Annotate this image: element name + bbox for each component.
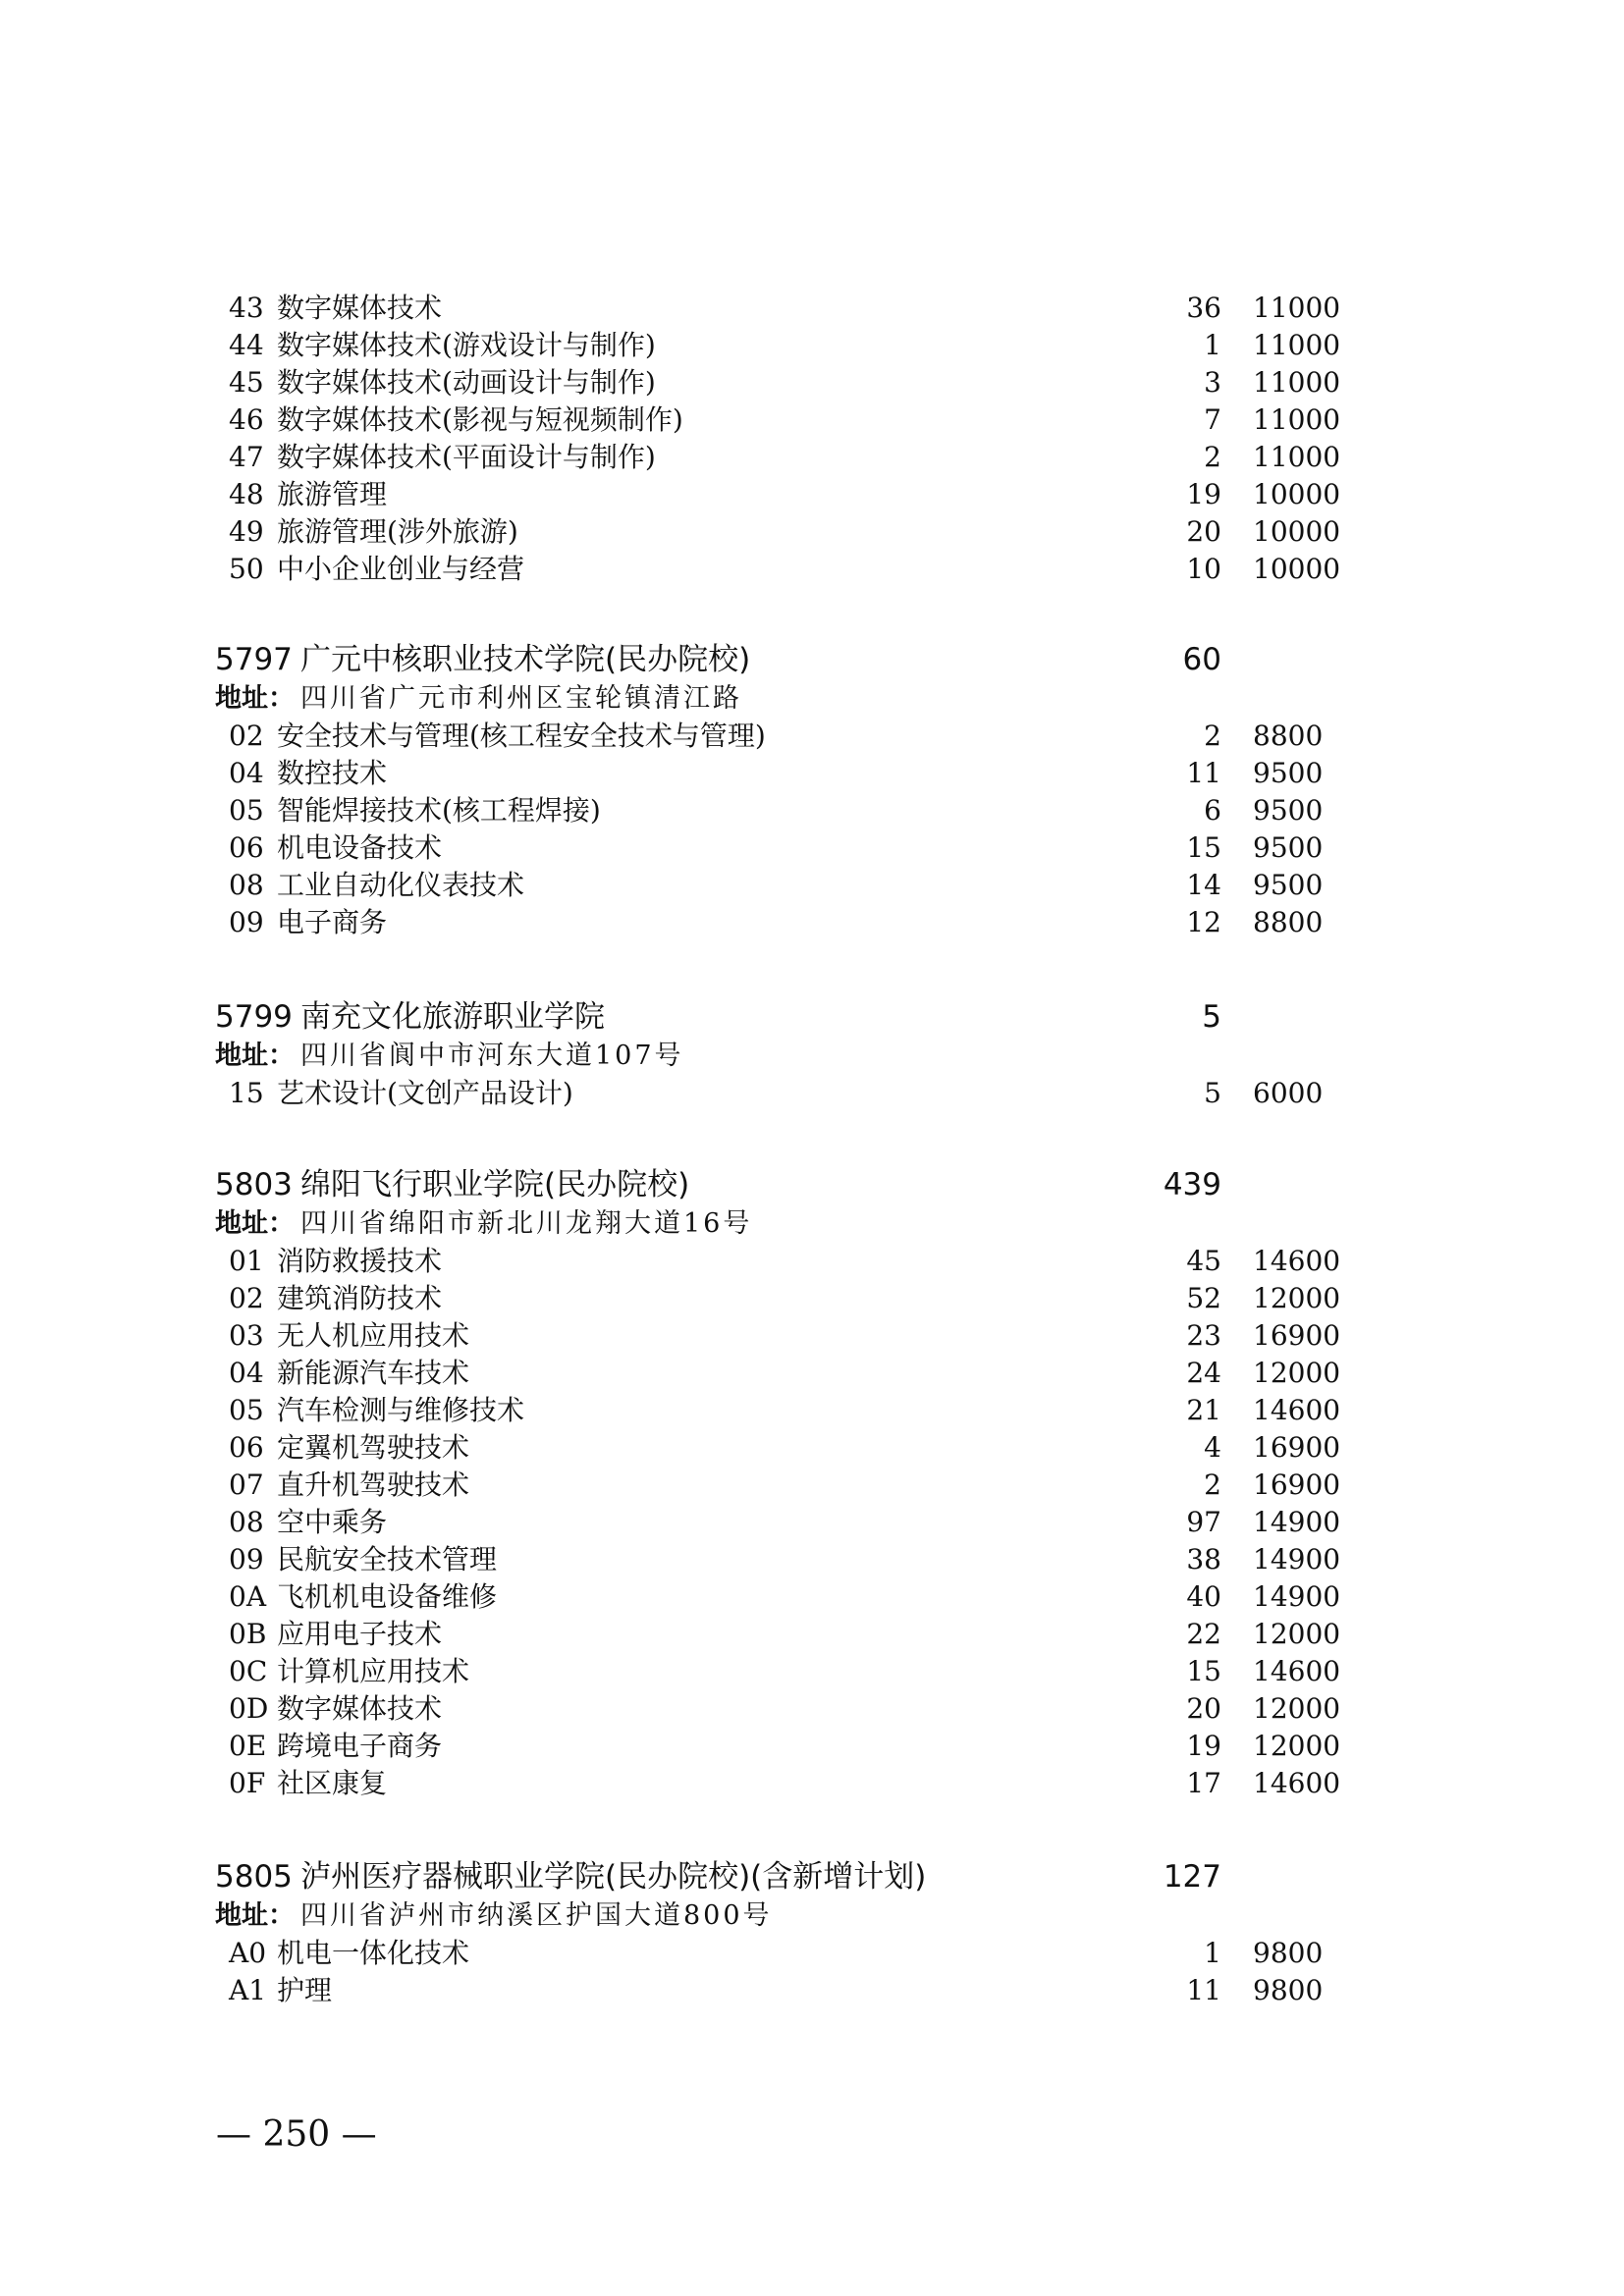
major-row	[0, 792, 1624, 829]
major-row	[0, 551, 1624, 588]
major-name: 电子商务	[277, 906, 388, 938]
major-quota: 38	[1186, 1543, 1221, 1575]
major-row	[0, 364, 1624, 401]
major-code: 07	[229, 1468, 264, 1501]
major-name: 数字媒体技术(平面设计与制作)	[277, 441, 656, 473]
major-code: A0	[229, 1937, 267, 1969]
school-name: 绵阳飞行职业学院(民办院校)	[300, 1167, 690, 1202]
major-fee: 11000	[1253, 329, 1341, 361]
major-code: 15	[229, 1077, 264, 1109]
major-row	[0, 1690, 1624, 1728]
major-code: A1	[229, 1974, 267, 2006]
major-row	[0, 829, 1624, 867]
address-label: 地址：	[215, 1041, 295, 1071]
major-name: 直升机驾驶技术	[277, 1468, 470, 1501]
major-quota: 20	[1186, 1692, 1221, 1725]
address-text: 四川省阆中市河东大道107号	[300, 1041, 684, 1071]
major-fee: 10000	[1253, 478, 1341, 510]
address-label: 地址：	[215, 1900, 295, 1931]
major-fee: 9800	[1253, 1937, 1324, 1969]
major-quota: 1	[1204, 329, 1221, 361]
major-code: 48	[229, 478, 264, 510]
major-row	[0, 1280, 1624, 1317]
major-fee: 6000	[1253, 1077, 1324, 1109]
major-row	[0, 1616, 1624, 1653]
address-text: 四川省绵阳市新北川龙翔大道16号	[300, 1208, 753, 1239]
major-quota: 5	[1204, 1077, 1221, 1109]
major-name: 汽车检测与维修技术	[277, 1394, 525, 1426]
major-name: 计算机应用技术	[277, 1655, 470, 1687]
major-fee: 11000	[1253, 366, 1341, 399]
major-code: 02	[229, 1282, 264, 1314]
major-row	[0, 1075, 1624, 1112]
major-quota: 2	[1204, 441, 1221, 473]
major-row	[0, 1504, 1624, 1541]
major-quota: 3	[1204, 366, 1221, 399]
major-row	[0, 1935, 1624, 1972]
major-quota: 6	[1204, 794, 1221, 827]
continued-major-list	[0, 290, 1624, 588]
major-quota: 21	[1186, 1394, 1221, 1426]
major-name: 机电一体化技术	[277, 1937, 470, 1969]
major-quota: 22	[1186, 1618, 1221, 1650]
major-code: 04	[229, 1357, 264, 1389]
major-fee: 11000	[1253, 403, 1341, 436]
major-name: 数字媒体技术	[277, 292, 443, 324]
major-row	[0, 290, 1624, 327]
major-fee: 14600	[1253, 1394, 1341, 1426]
school-code: 5805	[215, 1859, 293, 1895]
major-code: 50	[229, 553, 264, 585]
major-row	[0, 513, 1624, 551]
major-code: 05	[229, 1394, 264, 1426]
major-row	[0, 1243, 1624, 1280]
major-name: 建筑消防技术	[277, 1282, 443, 1314]
school-total-quota: 127	[1163, 1859, 1221, 1895]
major-code: 09	[229, 1543, 264, 1575]
major-row	[0, 1467, 1624, 1504]
major-name: 机电设备技术	[277, 831, 443, 864]
major-quota: 52	[1186, 1282, 1221, 1314]
major-name: 数字媒体技术	[277, 1692, 443, 1725]
major-code: 01	[229, 1245, 264, 1277]
major-row	[0, 1972, 1624, 2009]
major-quota: 7	[1204, 403, 1221, 436]
major-quota: 10	[1186, 553, 1221, 585]
major-quota: 19	[1186, 478, 1221, 510]
major-quota: 15	[1186, 831, 1221, 864]
major-name: 艺术设计(文创产品设计)	[277, 1077, 573, 1109]
major-name: 跨境电子商务	[277, 1730, 443, 1762]
school-block	[0, 996, 1624, 1112]
major-quota: 36	[1186, 292, 1221, 324]
school-block	[0, 1164, 1624, 1802]
address-label: 地址：	[215, 1208, 295, 1239]
major-fee: 11000	[1253, 441, 1341, 473]
major-fee: 12000	[1253, 1357, 1341, 1389]
major-quota: 11	[1186, 757, 1221, 789]
major-code: 06	[229, 831, 264, 864]
major-row	[0, 867, 1624, 904]
school-address	[0, 680, 1624, 718]
school-address	[0, 1897, 1624, 1935]
major-name: 应用电子技术	[277, 1618, 443, 1650]
major-name: 飞机机电设备维修	[277, 1580, 498, 1613]
major-quota: 17	[1186, 1767, 1221, 1799]
major-row	[0, 1392, 1624, 1429]
major-name: 空中乘务	[277, 1506, 388, 1538]
major-name: 定翼机驾驶技术	[277, 1431, 470, 1464]
major-code: 0E	[229, 1730, 267, 1762]
school-total-quota: 5	[1202, 999, 1221, 1035]
address-text: 四川省广元市利州区宝轮镇清江路	[300, 683, 742, 714]
major-code: 06	[229, 1431, 264, 1464]
school-total-quota: 60	[1182, 642, 1221, 677]
major-fee: 14900	[1253, 1580, 1341, 1613]
major-name: 数字媒体技术(游戏设计与制作)	[277, 329, 656, 361]
school-code: 5799	[215, 999, 293, 1035]
major-fee: 9500	[1253, 757, 1324, 789]
major-quota: 2	[1204, 720, 1221, 752]
major-fee: 11000	[1253, 292, 1341, 324]
major-name: 民航安全技术管理	[277, 1543, 498, 1575]
major-code: 0D	[229, 1692, 269, 1725]
major-name: 工业自动化仪表技术	[277, 869, 525, 901]
school-block	[0, 639, 1624, 941]
major-row	[0, 1765, 1624, 1802]
major-code: 46	[229, 403, 264, 436]
school-name: 广元中核职业技术学院(民办院校)	[300, 642, 751, 677]
major-quota: 2	[1204, 1468, 1221, 1501]
major-code: 0B	[229, 1618, 267, 1650]
major-fee: 12000	[1253, 1618, 1341, 1650]
school-name: 南充文化旅游职业学院	[300, 999, 605, 1035]
major-fee: 12000	[1253, 1282, 1341, 1314]
major-quota: 4	[1204, 1431, 1221, 1464]
school-header	[0, 1856, 1624, 1897]
major-fee: 16900	[1253, 1468, 1341, 1501]
major-row	[0, 1429, 1624, 1467]
major-code: 0A	[229, 1580, 267, 1613]
major-code: 04	[229, 757, 264, 789]
major-name: 安全技术与管理(核工程安全技术与管理)	[277, 720, 766, 752]
major-code: 08	[229, 869, 264, 901]
major-row	[0, 476, 1624, 513]
major-quota: 24	[1186, 1357, 1221, 1389]
major-quota: 1	[1204, 1937, 1221, 1969]
major-quota: 15	[1186, 1655, 1221, 1687]
major-fee: 9500	[1253, 869, 1324, 901]
major-quota: 20	[1186, 515, 1221, 548]
major-row	[0, 1728, 1624, 1765]
major-fee: 8800	[1253, 906, 1324, 938]
major-code: 0C	[229, 1655, 268, 1687]
major-fee: 14600	[1253, 1245, 1341, 1277]
major-row	[0, 1578, 1624, 1616]
major-name: 无人机应用技术	[277, 1319, 470, 1352]
major-name: 消防救援技术	[277, 1245, 443, 1277]
major-fee: 10000	[1253, 553, 1341, 585]
major-code: 45	[229, 366, 264, 399]
major-fee: 12000	[1253, 1692, 1341, 1725]
major-quota: 19	[1186, 1730, 1221, 1762]
major-row	[0, 755, 1624, 792]
major-code: 43	[229, 292, 264, 324]
major-quota: 14	[1186, 869, 1221, 901]
major-fee: 16900	[1253, 1319, 1341, 1352]
major-name: 旅游管理(涉外旅游)	[277, 515, 518, 548]
school-code: 5803	[215, 1167, 293, 1202]
major-row	[0, 1317, 1624, 1355]
major-name: 数字媒体技术(动画设计与制作)	[277, 366, 656, 399]
school-header	[0, 996, 1624, 1038]
major-code: 49	[229, 515, 264, 548]
major-fee: 9500	[1253, 794, 1324, 827]
major-quota: 23	[1186, 1319, 1221, 1352]
school-address	[0, 1038, 1624, 1075]
major-code: 44	[229, 329, 264, 361]
page-number: — 250 —	[216, 2114, 377, 2155]
school-code: 5797	[215, 642, 293, 677]
major-fee: 14600	[1253, 1767, 1341, 1799]
major-code: 47	[229, 441, 264, 473]
major-code: 09	[229, 906, 264, 938]
school-name: 泸州医疗器械职业学院(民办院校)(含新增计划)	[300, 1859, 927, 1895]
major-fee: 16900	[1253, 1431, 1341, 1464]
major-row	[0, 327, 1624, 364]
major-row	[0, 718, 1624, 755]
school-header	[0, 1164, 1624, 1205]
major-fee: 14600	[1253, 1655, 1341, 1687]
major-fee: 12000	[1253, 1730, 1341, 1762]
major-name: 旅游管理	[277, 478, 388, 510]
address-text: 四川省泸州市纳溪区护国大道800号	[300, 1900, 773, 1931]
major-row	[0, 1541, 1624, 1578]
major-code: 05	[229, 794, 264, 827]
major-fee: 8800	[1253, 720, 1324, 752]
major-name: 社区康复	[277, 1767, 388, 1799]
address-label: 地址：	[215, 683, 295, 714]
major-code: 02	[229, 720, 264, 752]
major-name: 智能焊接技术(核工程焊接)	[277, 794, 601, 827]
major-quota: 45	[1186, 1245, 1221, 1277]
major-fee: 10000	[1253, 515, 1341, 548]
major-code: 03	[229, 1319, 264, 1352]
major-fee: 9500	[1253, 831, 1324, 864]
major-name: 护理	[277, 1974, 333, 2006]
major-quota: 40	[1186, 1580, 1221, 1613]
major-code: 0F	[229, 1767, 266, 1799]
major-name: 新能源汽车技术	[277, 1357, 470, 1389]
major-quota: 11	[1186, 1974, 1221, 2006]
school-header	[0, 639, 1624, 680]
major-fee: 14900	[1253, 1506, 1341, 1538]
school-address	[0, 1205, 1624, 1243]
major-name: 数字媒体技术(影视与短视频制作)	[277, 403, 683, 436]
major-row	[0, 904, 1624, 941]
major-row	[0, 401, 1624, 439]
major-code: 08	[229, 1506, 264, 1538]
major-fee: 9800	[1253, 1974, 1324, 2006]
major-fee: 14900	[1253, 1543, 1341, 1575]
major-row	[0, 1653, 1624, 1690]
school-block	[0, 1856, 1624, 2009]
major-name: 中小企业创业与经营	[277, 553, 525, 585]
major-quota: 97	[1186, 1506, 1221, 1538]
major-quota: 12	[1186, 906, 1221, 938]
school-total-quota: 439	[1163, 1167, 1221, 1202]
major-row	[0, 439, 1624, 476]
major-row	[0, 1355, 1624, 1392]
major-name: 数控技术	[277, 757, 388, 789]
